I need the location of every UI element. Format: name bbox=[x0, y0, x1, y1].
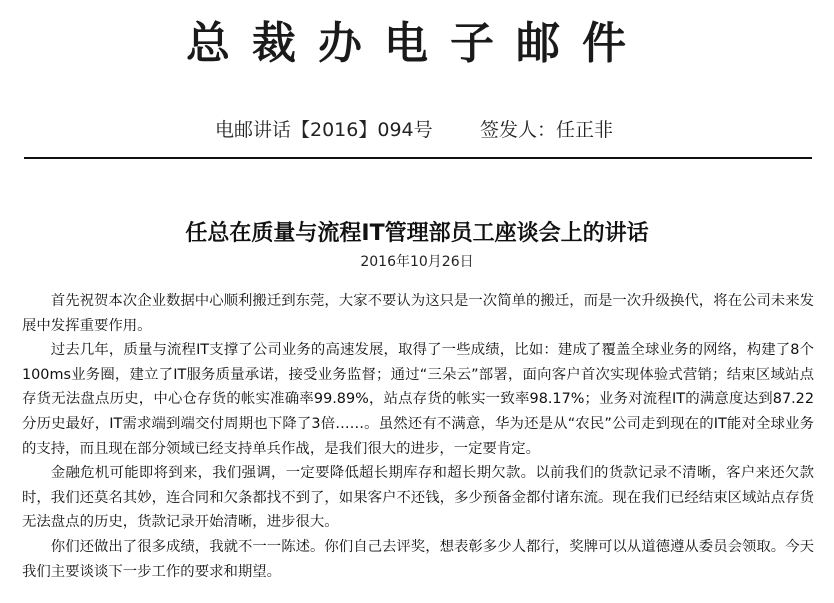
document-date: 2016年10月26日 bbox=[360, 254, 474, 270]
issuer: 签发人：任正非 bbox=[480, 119, 614, 141]
document-title: 任总在质量与流程IT管理部员工座谈会上的讲话 bbox=[185, 221, 649, 246]
document-meta bbox=[0, 116, 834, 144]
paragraph: 金融危机可能即将到来，我们强调，一定要降低超长期库存和超长期欠款。以前我们的货款记录不清晰，客户来还欠款时，我们还莫名其妙，连合同和欠条都找不到了，如果客户不还钱，多少预备金都付诸东流。现在我们已经结束区域站点存货无法盘点的历史，货款记录开始清晰，进步很大。 bbox=[22, 465, 814, 531]
reference-number: 电邮讲话【2016】094号 bbox=[215, 119, 433, 141]
paragraph: 你们还做出了很多成绩，我就不一一陈述。你们自己去评奖，想表彰多少人都行，奖牌可以从道德遵从委员会领取。今天我们主要谈谈下一步工作的要求和期望。 bbox=[22, 538, 814, 580]
header-divider bbox=[24, 157, 812, 159]
masthead-title: 总裁办电子邮件 bbox=[186, 18, 648, 69]
document-body bbox=[22, 289, 814, 584]
paragraph: 过去几年，质量与流程IT支撑了公司业务的高速发展，取得了一些成绩，比如：建成了覆盖全球业务的网络，构建了8个100ms业务圈，建立了IT服务质量承诺，接受业务监督；通过“三朵云”部署，面向客户首次实现体验式营销；结束区域站点存货无法盘点历史，中心仓存货的帐实准确率99.89%，站点存货的帐实一致率98.17%；业务对流程IT的满意度达到87.22分历史最好，IT需求端到端交付周期也下降了3倍……。虽然还有不满意，华为还是从“农民”公司走到现在的IT能对全球业务的支持，而且现在部分领域已经支持单兵作战，是我们很大的进步，一定要肯定。 bbox=[22, 342, 814, 457]
paragraph: 首先祝贺本次企业数据中心顺利搬迁到东莞，大家不要认为这只是一次简单的搬迁，而是一次升级换代，将在公司未来发展中发挥重要作用。 bbox=[22, 293, 814, 334]
